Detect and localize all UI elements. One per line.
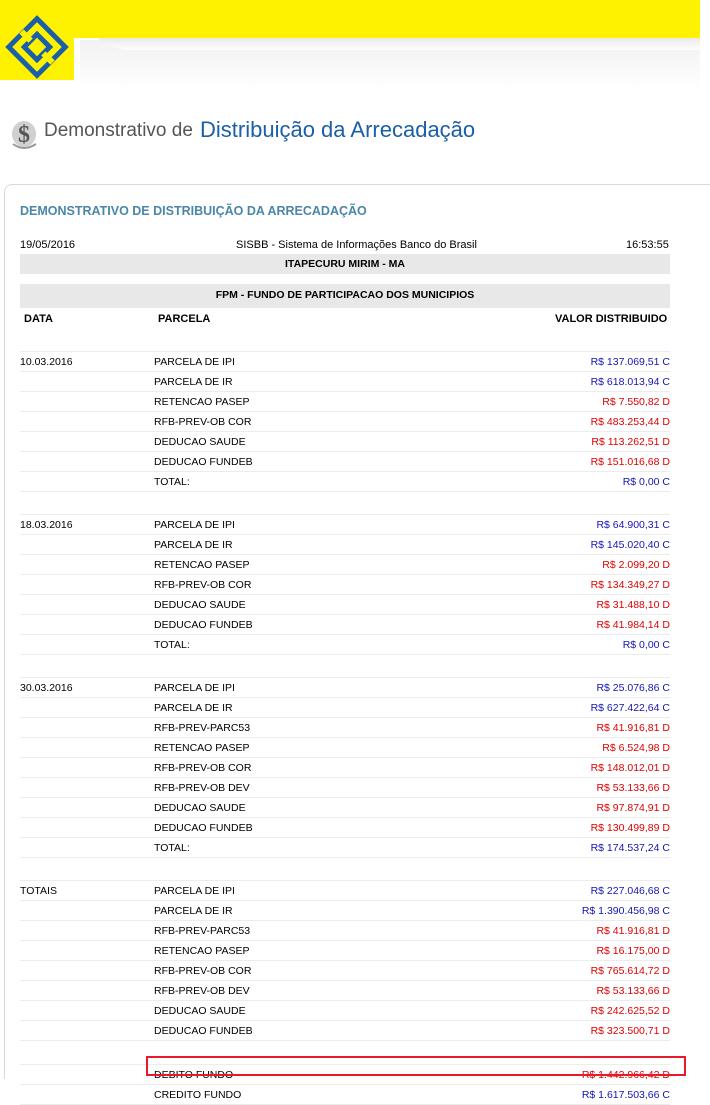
row-value: R$ 6.524,98 D xyxy=(454,738,670,758)
row-value: R$ 64.900,31 C xyxy=(454,515,670,535)
spacer-row xyxy=(20,655,670,678)
row-value: R$ 242.625,52 D xyxy=(454,1001,670,1021)
row-parcel: TOTAL: xyxy=(154,472,454,492)
table-row xyxy=(20,718,670,738)
table-row xyxy=(20,352,670,372)
row-parcel: CREDITO FUNDO xyxy=(154,1085,454,1105)
row-value: R$ 765.614,72 D xyxy=(454,961,670,981)
table-row xyxy=(20,412,670,432)
row-date xyxy=(20,838,154,858)
row-value: R$ 7.550,82 D xyxy=(454,392,670,412)
table-row xyxy=(20,738,670,758)
row-value: R$ 137.069,51 C xyxy=(454,352,670,372)
table-row xyxy=(20,881,670,901)
banner xyxy=(0,0,700,80)
row-value: R$ 2.099,20 D xyxy=(454,555,670,575)
table-row xyxy=(20,838,670,858)
row-parcel: DEBITO FUNDO xyxy=(154,1065,454,1085)
row-parcel: RFB-PREV-OB DEV xyxy=(154,778,454,798)
table-row xyxy=(20,515,670,535)
row-value: R$ 41.916,81 D xyxy=(454,718,670,738)
table-row xyxy=(20,452,670,472)
bank-logo-icon xyxy=(0,10,74,80)
report-time: 16:53:55 xyxy=(626,239,669,251)
row-parcel: DEDUCAO FUNDEB xyxy=(154,452,454,472)
row-parcel: PARCELA DE IR xyxy=(154,535,454,555)
table-row xyxy=(20,472,670,492)
table-row xyxy=(20,941,670,961)
table-row xyxy=(20,595,670,615)
row-date xyxy=(20,452,154,472)
row-parcel: DEDUCAO SAUDE xyxy=(154,595,454,615)
table-row xyxy=(20,372,670,392)
table-row xyxy=(20,1085,670,1105)
table-row xyxy=(20,1021,670,1041)
row-parcel: RFB-PREV-PARC53 xyxy=(154,718,454,738)
row-date: TOTAIS xyxy=(20,881,154,901)
row-parcel: RETENCAO PASEP xyxy=(154,392,454,412)
row-parcel: RFB-PREV-OB COR xyxy=(154,575,454,595)
table-row xyxy=(20,921,670,941)
row-date: 30.03.2016 xyxy=(20,678,154,698)
column-header-value: VALOR DISTRIBUIDO xyxy=(555,313,668,325)
report-date: 19/05/2016 xyxy=(20,239,76,251)
distribution-table xyxy=(20,328,670,1105)
table-row xyxy=(20,555,670,575)
municipality-header: ITAPECURU MIRIM - MA xyxy=(20,254,670,274)
row-value: R$ 53.133,66 D xyxy=(454,981,670,1001)
table-row xyxy=(20,615,670,635)
row-date xyxy=(20,432,154,452)
row-date xyxy=(20,412,154,432)
row-date xyxy=(20,472,154,492)
row-parcel: PARCELA DE IPI xyxy=(154,515,454,535)
row-date xyxy=(20,921,154,941)
row-value: R$ 227.046,68 C xyxy=(454,881,670,901)
row-parcel: DEDUCAO SAUDE xyxy=(154,432,454,452)
row-value: R$ 145.020,40 C xyxy=(454,535,670,555)
column-header-parcel: PARCELA xyxy=(158,313,211,325)
row-parcel: RFB-PREV-OB DEV xyxy=(154,981,454,1001)
row-value: R$ 16.175,00 D xyxy=(454,941,670,961)
row-parcel: PARCELA DE IPI xyxy=(154,881,454,901)
table-row xyxy=(20,678,670,698)
row-date xyxy=(20,718,154,738)
row-parcel: DEDUCAO FUNDEB xyxy=(154,1021,454,1041)
row-date xyxy=(20,372,154,392)
row-parcel: RFB-PREV-OB COR xyxy=(154,758,454,778)
row-parcel: PARCELA DE IR xyxy=(154,372,454,392)
report-title: DEMONSTRATIVO DE DISTRIBUIÇÃO DA ARRECADAÇÃO xyxy=(20,204,367,218)
table-row xyxy=(20,981,670,1001)
row-date xyxy=(20,798,154,818)
spacer-row xyxy=(20,1041,670,1065)
row-parcel: RFB-PREV-OB COR xyxy=(154,412,454,432)
row-parcel: RETENCAO PASEP xyxy=(154,738,454,758)
row-value: R$ 1.617.503,66 C xyxy=(454,1085,670,1105)
row-value: R$ 41.916,81 D xyxy=(454,921,670,941)
row-value: R$ 627.422,64 C xyxy=(454,698,670,718)
row-parcel: PARCELA DE IPI xyxy=(154,678,454,698)
spacer-row xyxy=(20,858,670,881)
row-value: R$ 134.349,27 D xyxy=(454,575,670,595)
row-value: R$ 148.012,01 D xyxy=(454,758,670,778)
row-date xyxy=(20,981,154,1001)
row-value: R$ 1.442.966,42 D xyxy=(454,1065,670,1085)
table-row xyxy=(20,1065,670,1085)
row-date xyxy=(20,1021,154,1041)
bank-logo[interactable] xyxy=(0,10,74,80)
row-date xyxy=(20,1001,154,1021)
row-parcel: DEDUCAO SAUDE xyxy=(154,1001,454,1021)
row-date xyxy=(20,961,154,981)
table-row xyxy=(20,778,670,798)
table-row xyxy=(20,901,670,921)
row-parcel: RETENCAO PASEP xyxy=(154,941,454,961)
row-value: R$ 0,00 C xyxy=(454,472,670,492)
table-row xyxy=(20,432,670,452)
row-date xyxy=(20,1065,154,1085)
table-row xyxy=(20,635,670,655)
row-value: R$ 151.016,68 D xyxy=(454,452,670,472)
report-system: SISBB - Sistema de Informações Banco do Brasil xyxy=(236,239,477,251)
page-title-accent: Distribuição da Arrecadação xyxy=(200,117,476,142)
row-date xyxy=(20,535,154,555)
row-value: R$ 25.076,86 C xyxy=(454,678,670,698)
row-parcel: PARCELA DE IR xyxy=(154,698,454,718)
row-date xyxy=(20,941,154,961)
table-row xyxy=(20,758,670,778)
row-date xyxy=(20,392,154,412)
dollar-coin-icon xyxy=(10,114,40,150)
row-value: R$ 31.488,10 D xyxy=(454,595,670,615)
row-date xyxy=(20,698,154,718)
fund-header: FPM - FUNDO DE PARTICIPACAO DOS MUNICIPIOS xyxy=(20,284,670,308)
row-value: R$ 130.499,89 D xyxy=(454,818,670,838)
table-row xyxy=(20,1001,670,1021)
row-value: R$ 0,00 C xyxy=(454,635,670,655)
page-title-prefix: Demonstrativo de xyxy=(44,120,193,141)
row-parcel: TOTAL: xyxy=(154,838,454,858)
table-row xyxy=(20,961,670,981)
row-date xyxy=(20,778,154,798)
row-date xyxy=(20,738,154,758)
banner-yellow xyxy=(0,0,700,38)
row-parcel: RFB-PREV-PARC53 xyxy=(154,921,454,941)
table-row xyxy=(20,575,670,595)
row-value: R$ 113.262,51 D xyxy=(454,432,670,452)
row-value: R$ 618.013,94 C xyxy=(454,372,670,392)
table-row xyxy=(20,535,670,555)
row-date: 10.03.2016 xyxy=(20,352,154,372)
row-parcel: DEDUCAO SAUDE xyxy=(154,798,454,818)
row-date xyxy=(20,758,154,778)
row-value: R$ 41.984,14 D xyxy=(454,615,670,635)
row-parcel: TOTAL: xyxy=(154,635,454,655)
row-parcel: DEDUCAO FUNDEB xyxy=(154,615,454,635)
column-header-date: DATA xyxy=(24,313,53,325)
row-parcel: RFB-PREV-OB COR xyxy=(154,961,454,981)
row-date: 18.03.2016 xyxy=(20,515,154,535)
row-date xyxy=(20,635,154,655)
table-row xyxy=(20,392,670,412)
row-value: R$ 483.253,44 D xyxy=(454,412,670,432)
row-date xyxy=(20,595,154,615)
svg-text:$: $ xyxy=(18,122,30,148)
table-row xyxy=(20,818,670,838)
row-date xyxy=(20,555,154,575)
row-date xyxy=(20,901,154,921)
row-date xyxy=(20,818,154,838)
row-parcel: RETENCAO PASEP xyxy=(154,555,454,575)
row-date xyxy=(20,1085,154,1105)
row-value: R$ 97.874,91 D xyxy=(454,798,670,818)
spacer-row xyxy=(20,492,670,515)
table-row xyxy=(20,798,670,818)
row-parcel: PARCELA DE IPI xyxy=(154,352,454,372)
row-parcel: DEDUCAO FUNDEB xyxy=(154,818,454,838)
row-value: R$ 1.390.456,98 C xyxy=(454,901,670,921)
row-date xyxy=(20,615,154,635)
row-value: R$ 53.133,66 D xyxy=(454,778,670,798)
table-row xyxy=(20,698,670,718)
row-date xyxy=(20,575,154,595)
row-value: R$ 323.500,71 D xyxy=(454,1021,670,1041)
spacer-row xyxy=(20,328,670,352)
row-value: R$ 174.537,24 C xyxy=(454,838,670,858)
row-parcel: PARCELA DE IR xyxy=(154,901,454,921)
